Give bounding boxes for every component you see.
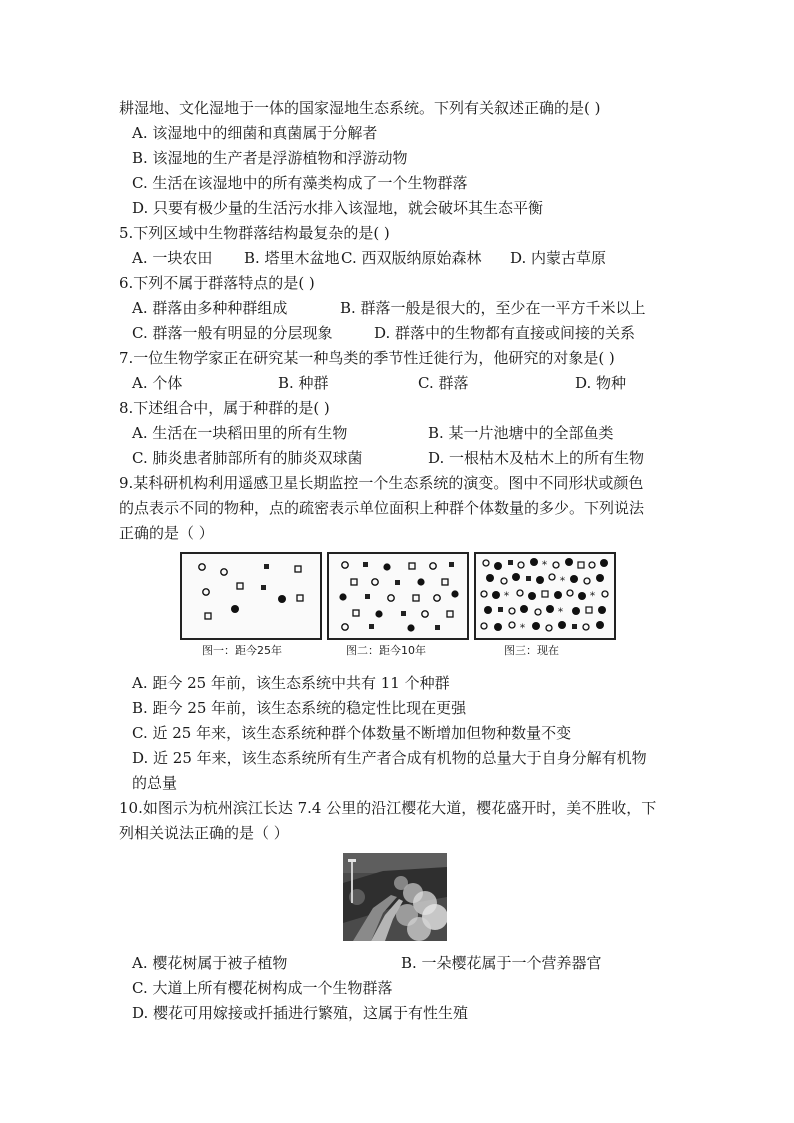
q8-option-b: B. 某一片池塘中的全部鱼类 <box>428 424 614 442</box>
svg-text:*: * <box>542 560 547 571</box>
q10-option-b: B. 一朵樱花属于一个营养器官 <box>401 954 602 972</box>
q9-option-d-continued: 的总量 <box>132 774 178 792</box>
svg-text:*: * <box>558 607 563 618</box>
q10-stem-line-2: 列相关说法正确的是（ ） <box>119 824 289 842</box>
q8-option-d: D. 一根枯木及枯木上的所有生物 <box>428 449 645 467</box>
q10-option-c: C. 大道上所有樱花树构成一个生物群落 <box>132 979 393 997</box>
q5-option-b: B. 塔里木盆地 <box>244 249 340 267</box>
svg-text:*: * <box>520 623 525 634</box>
intro-option-d: D. 只要有极少量的生活污水排入该湿地，就会破坏其生态平衡 <box>132 199 544 217</box>
q5-stem: 5.下列区域中生物群落结构最复杂的是( ) <box>119 224 390 242</box>
q5-option-c: C. 西双版纳原始森林 <box>341 249 482 267</box>
q9-stem-line-3: 正确的是（ ） <box>119 524 214 542</box>
sparse-species-dots <box>182 554 320 638</box>
svg-text:*: * <box>504 591 509 602</box>
photo-illustration <box>343 853 447 941</box>
q6-stem: 6.下列不属于群落特点的是( ) <box>119 274 315 292</box>
intro-option-c: C. 生活在该湿地中的所有藻类构成了一个生物群落 <box>132 174 468 192</box>
q9-panel-present <box>474 552 616 640</box>
q7-stem: 7.一位生物学家正在研究某一种鸟类的季节性迁徙行为，他研究的对象是( ) <box>119 349 615 367</box>
q9-caption-3: 图三：现在 <box>504 644 559 657</box>
q9-option-c: C. 近 25 年来，该生态系统种群个体数量不断增加但物种数量不变 <box>132 724 572 742</box>
q9-caption-2: 图二：距今10年 <box>346 644 426 657</box>
q9-option-d: D. 近 25 年来，该生态系统所有生产者合成有机物的总量大于自身分解有机物 <box>132 749 647 767</box>
q6-option-d: D. 群落中的生物都有直接或间接的关系 <box>374 324 636 342</box>
q9-figure <box>180 552 616 662</box>
q9-panel-10-years-ago <box>327 552 469 640</box>
question-intro-stem: 耕湿地、文化湿地于一体的国家湿地生态系统。下列有关叙述正确的是( ) <box>119 99 601 117</box>
dense-species-dots <box>476 554 614 638</box>
q9-caption-1: 图一：距今25年 <box>202 644 282 657</box>
svg-text:*: * <box>560 576 565 587</box>
q7-option-d: D. 物种 <box>575 374 627 392</box>
q8-option-c: C. 肺炎患者肺部所有的肺炎双球菌 <box>132 449 363 467</box>
q6-option-b: B. 群落一般是很大的，至少在一平方千米以上 <box>340 299 646 317</box>
q7-option-b: B. 种群 <box>278 374 329 392</box>
intro-option-a: A. 该湿地中的细菌和真菌属于分解者 <box>132 124 378 142</box>
q8-stem: 8.下述组合中，属于种群的是( ) <box>119 399 330 417</box>
q7-option-c: C. 群落 <box>418 374 469 392</box>
q6-option-c: C. 群落一般有明显的分层现象 <box>132 324 333 342</box>
q5-option-a: A. 一块农田 <box>132 249 213 267</box>
q9-stem-line-2: 的点表示不同的物种，点的疏密表示单位面积上种群个体数量的多少。下列说法 <box>119 499 645 517</box>
q9-panel-25-years-ago <box>180 552 322 640</box>
q10-stem-line-1: 10.如图示为杭州滨江长达 7.4 公里的沿江樱花大道，樱花盛开时，美不胜收，下 <box>119 799 657 817</box>
svg-text:*: * <box>590 591 595 602</box>
q7-option-a: A. 个体 <box>132 374 183 392</box>
q5-option-d: D. 内蒙古草原 <box>510 249 607 267</box>
q9-stem-line-1: 9.某科研机构利用遥感卫星长期监控一个生态系统的演变。图中不同形状或颜色 <box>119 474 644 492</box>
q9-option-b: B. 距今 25 年前，该生态系统的稳定性比现在更强 <box>132 699 467 717</box>
q10-option-d: D. 樱花可用嫁接或扦插进行繁殖，这属于有性生殖 <box>132 1004 469 1022</box>
q6-option-a: A. 群落由多种种群组成 <box>132 299 288 317</box>
q8-option-a: A. 生活在一块稻田里的所有生物 <box>132 424 348 442</box>
q10-option-a: A. 樱花树属于被子植物 <box>132 954 288 972</box>
medium-species-dots <box>329 554 467 638</box>
q9-option-a: A. 距今 25 年前，该生态系统中共有 11 个种群 <box>132 674 450 692</box>
cherry-blossom-avenue-photo <box>343 853 447 941</box>
intro-option-b: B. 该湿地的生产者是浮游植物和浮游动物 <box>132 149 408 167</box>
